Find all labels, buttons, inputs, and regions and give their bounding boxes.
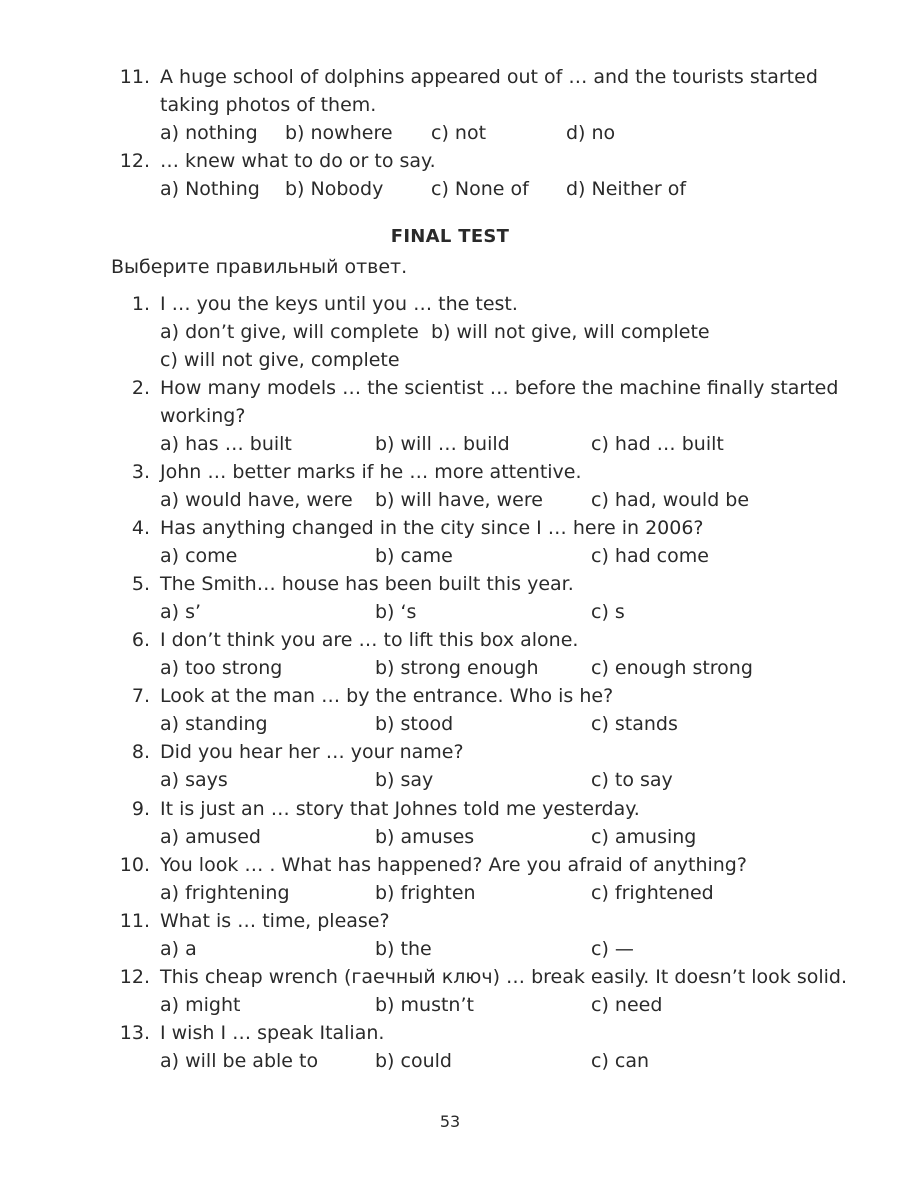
question-number: 11. <box>119 910 150 932</box>
question-line <box>0 374 900 402</box>
option-c: c) had, would be <box>591 489 750 511</box>
question-text: I … you the keys until you … the test. <box>160 293 518 315</box>
option-b: b) will not give, will complete <box>431 321 710 343</box>
option-c: c) not <box>431 122 487 144</box>
options-row <box>0 486 900 514</box>
option-a: a) come <box>160 545 238 567</box>
question-line <box>0 1019 900 1047</box>
question-line <box>0 91 900 119</box>
option-a: a) frightening <box>160 882 290 904</box>
question-text: Did you hear her … your name? <box>160 741 464 763</box>
options-row <box>0 542 900 570</box>
question-line <box>0 851 900 879</box>
option-c: c) s <box>591 601 625 623</box>
option-a: a) a <box>160 938 197 960</box>
question-number: 6. <box>131 629 150 651</box>
option-a: a) would have, were <box>160 489 353 511</box>
option-b: b) could <box>375 1050 452 1072</box>
question-text: How many models … the scientist … before the machine finally started <box>160 377 839 399</box>
question-number: 1. <box>131 293 150 315</box>
option-a: a) too strong <box>160 657 283 679</box>
question-number: 8. <box>131 741 150 763</box>
option-b: b) Nobody <box>285 178 384 200</box>
option-a: a) amused <box>160 826 261 848</box>
option-c: c) frightened <box>591 882 714 904</box>
option-a: a) s’ <box>160 601 202 623</box>
options-row <box>0 991 900 1019</box>
option-b: b) will … build <box>375 433 510 455</box>
options-row <box>0 119 900 147</box>
option-b: b) mustn’t <box>375 994 474 1016</box>
question-line <box>0 682 900 710</box>
option-c: c) will not give, complete <box>160 349 400 371</box>
question-number: 7. <box>131 685 150 707</box>
options-row <box>0 1047 900 1075</box>
question-text: John … better marks if he … more attentive. <box>160 461 582 483</box>
section-title: FINAL TEST <box>390 226 510 247</box>
option-a: a) don’t give, will complete <box>160 321 419 343</box>
option-a: a) has … built <box>160 433 292 455</box>
question-text: Has anything changed in the city since I … here in 2006? <box>160 517 704 539</box>
question-number: 4. <box>131 517 150 539</box>
question-text: You look … . What has happened? Are you afraid of anything? <box>160 854 747 876</box>
question-text: … knew what to do or to say. <box>160 150 436 172</box>
option-c: c) can <box>591 1050 650 1072</box>
question-number: 12. <box>119 150 150 172</box>
option-c: c) need <box>591 994 663 1016</box>
option-b: b) ‘s <box>375 601 417 623</box>
question-text: Look at the man … by the entrance. Who is he? <box>160 685 614 707</box>
option-a: a) standing <box>160 713 268 735</box>
question-number: 3. <box>131 461 150 483</box>
question-line <box>0 626 900 654</box>
question-line <box>0 907 900 935</box>
option-b: b) say <box>375 769 434 791</box>
options-row <box>0 710 900 738</box>
question-text: working? <box>160 405 246 427</box>
question-line <box>0 738 900 766</box>
option-a: a) might <box>160 994 241 1016</box>
question-text: taking photos of them. <box>160 94 377 116</box>
question-text: The Smith… house has been built this year. <box>160 573 574 595</box>
question-number: 12. <box>119 966 150 988</box>
options-row <box>0 175 900 203</box>
options-row <box>0 823 900 851</box>
question-text: I wish I … speak Italian. <box>160 1022 385 1044</box>
options-row <box>0 654 900 682</box>
question-line <box>0 147 900 175</box>
option-a: a) Nothing <box>160 178 260 200</box>
options-row <box>0 879 900 907</box>
question-text: It is just an … story that Johnes told me yesterday. <box>160 798 640 820</box>
question-line <box>0 402 900 430</box>
option-d: d) no <box>566 122 616 144</box>
option-b: b) stood <box>375 713 454 735</box>
options-row <box>0 598 900 626</box>
question-line <box>0 795 900 823</box>
question-line <box>0 514 900 542</box>
question-number: 11. <box>119 66 150 88</box>
option-a: a) says <box>160 769 228 791</box>
option-d: d) Neither of <box>566 178 687 200</box>
question-line <box>0 570 900 598</box>
instruction-text: Выберите правильный ответ. <box>111 256 408 278</box>
instruction-line <box>0 253 900 281</box>
question-number: 13. <box>119 1022 150 1044</box>
question-line <box>0 963 900 991</box>
question-line <box>0 63 900 91</box>
option-a: a) nothing <box>160 122 258 144</box>
option-a: a) will be able to <box>160 1050 319 1072</box>
option-b: b) strong enough <box>375 657 539 679</box>
question-text: I don’t think you are … to lift this box alone. <box>160 629 579 651</box>
option-b: b) amuses <box>375 826 475 848</box>
option-c: c) had come <box>591 545 709 567</box>
option-b: b) the <box>375 938 432 960</box>
page-number: 53 <box>439 1112 461 1131</box>
option-b: b) frighten <box>375 882 476 904</box>
question-line <box>0 458 900 486</box>
option-b: b) came <box>375 545 453 567</box>
question-number: 5. <box>131 573 150 595</box>
option-b: b) nowhere <box>285 122 393 144</box>
question-number: 2. <box>131 377 150 399</box>
question-line <box>0 290 900 318</box>
option-b: b) will have, were <box>375 489 543 511</box>
question-text: What is … time, please? <box>160 910 390 932</box>
option-c: c) amusing <box>591 826 697 848</box>
option-c: c) to say <box>591 769 673 791</box>
option-c: c) enough strong <box>591 657 753 679</box>
question-text: This cheap wrench (гаечный ключ) … break easily. It doesn’t look solid. <box>160 966 847 988</box>
option-c: c) stands <box>591 713 678 735</box>
option-c: c) None of <box>431 178 529 200</box>
options-row <box>0 935 900 963</box>
options-row <box>0 346 900 374</box>
options-row <box>0 430 900 458</box>
question-number: 9. <box>131 798 150 820</box>
option-c: c) had … built <box>591 433 724 455</box>
option-c: c) — <box>591 938 634 960</box>
question-number: 10. <box>119 854 150 876</box>
question-text: A huge school of dolphins appeared out of … and the tourists started <box>160 66 818 88</box>
options-row <box>0 318 900 346</box>
options-row <box>0 766 900 794</box>
